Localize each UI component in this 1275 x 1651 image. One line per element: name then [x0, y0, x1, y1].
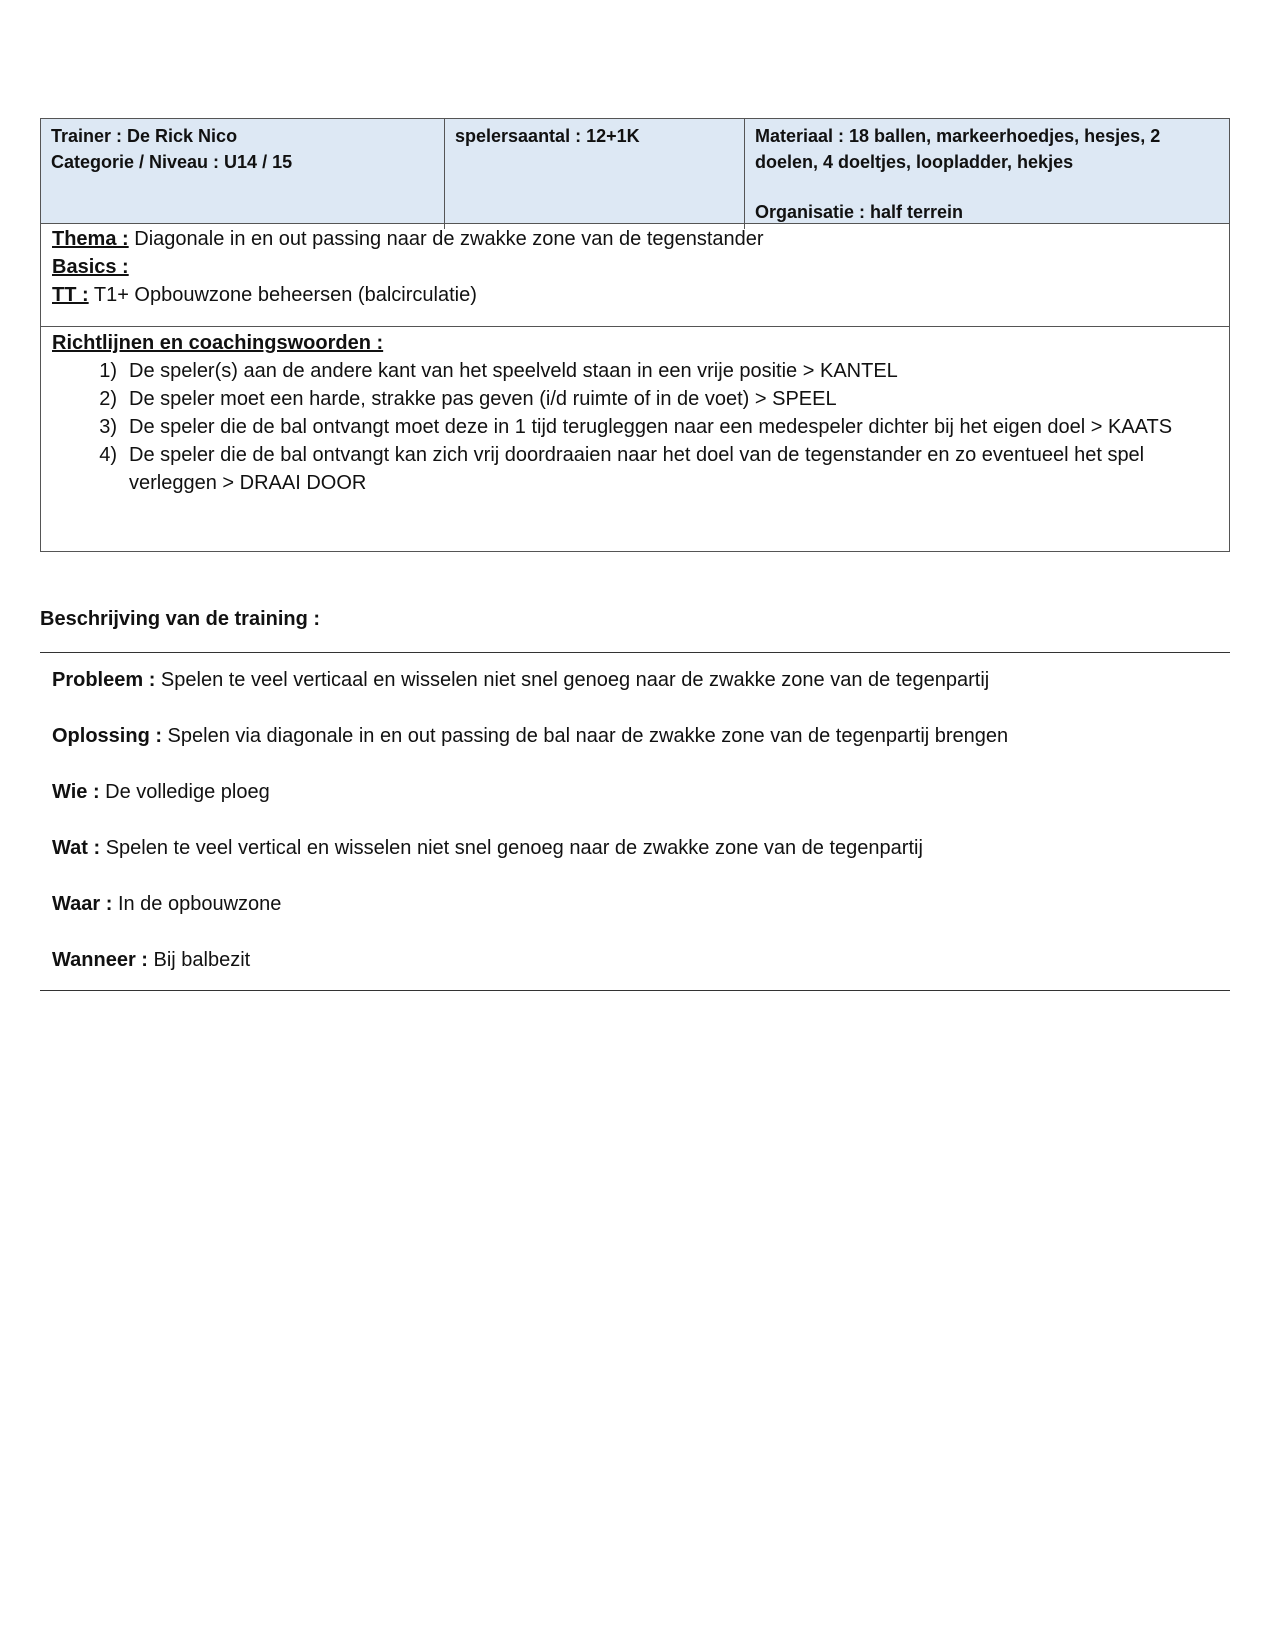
list-item-number: 2): [99, 388, 117, 410]
waar-text: In de opbouwzone: [112, 893, 282, 915]
wanneer-row: [52, 945, 1222, 1001]
list-item: [52, 357, 1218, 385]
theme-box: [40, 223, 1230, 327]
wanneer-text: Bij balbezit: [147, 949, 251, 971]
list-item-number: 3): [99, 416, 117, 438]
wie-label: Wie :: [52, 781, 100, 803]
oplossing-row: [52, 721, 1222, 777]
tt-text: T1+ Opbouwzone beheersen (balcirculatie): [88, 284, 477, 306]
waar-row: [52, 889, 1222, 945]
list-item: [52, 385, 1218, 413]
divider-bottom: [40, 990, 1230, 991]
trainer-cell: [41, 119, 445, 229]
spelersaantal-text: spelersaantal : 12+1K: [455, 126, 640, 146]
materiaal-text: Materiaal : 18 ballen, markeerhoedjes, hesjes, 2 doelen, 4 doeltjes, loopladder, hekjes: [755, 126, 1161, 172]
wat-row: [52, 833, 1222, 889]
wie-text: De volledige ploeg: [99, 781, 270, 803]
list-item-number: 1): [99, 360, 117, 382]
thema-text: Diagonale in en out passing naar de zwakke zone van de tegenstander: [128, 228, 764, 250]
description-block: [52, 665, 1222, 1001]
materiaal-cell: [745, 119, 1229, 229]
tt-line: [52, 281, 1218, 309]
wanneer-label: Wanneer :: [52, 949, 148, 971]
list-item-text: De speler moet een harde, strakke pas geven (i/d ruimte of in de voet) > SPEEL: [129, 388, 837, 410]
categorie-text: Categorie / Niveau : U14 / 15: [51, 152, 293, 172]
list-item: [52, 441, 1218, 497]
wie-row: [52, 777, 1222, 833]
spelersaantal-cell: [445, 119, 745, 229]
list-item-number: 4): [99, 444, 117, 466]
list-item-text: De speler(s) aan de andere kant van het speelveld staan in een vrije positie > KANTEL: [129, 360, 898, 382]
tt-label: TT :: [52, 284, 89, 306]
guidelines-box: [40, 326, 1230, 552]
guidelines-title: Richtlijnen en coachingswoorden :: [52, 332, 384, 354]
list-item: [52, 413, 1218, 441]
thema-label: Thema :: [52, 228, 129, 250]
probleem-label: Probleem :: [52, 669, 156, 691]
description-title: Beschrijving van de training :: [40, 608, 321, 630]
waar-label: Waar :: [52, 893, 113, 915]
list-item-text: De speler die de bal ontvangt kan zich vrij doordraaien naar het doel van de tegenstander en zo eventueel het spel verleggen > DRAAI DOOR: [129, 444, 1145, 494]
basics-line: [52, 253, 1218, 281]
oplossing-label: Oplossing :: [52, 725, 162, 747]
thema-line: [52, 225, 1218, 253]
probleem-text: Spelen te veel verticaal en wisselen niet snel genoeg naar de zwakke zone van de tegenpartij: [155, 669, 990, 691]
oplossing-text: Spelen via diagonale in en out passing de bal naar de zwakke zone van de tegenpartij brengen: [162, 725, 1009, 747]
header-table: [40, 118, 1230, 224]
wat-text: Spelen te veel vertical en wisselen niet snel genoeg naar de zwakke zone van de tegenpartij: [100, 837, 923, 859]
trainer-text: Trainer : De Rick Nico: [51, 126, 238, 146]
guidelines-list: [52, 357, 1218, 497]
basics-label: Basics :: [52, 256, 129, 278]
probleem-row: [52, 665, 1222, 721]
list-item-text: De speler die de bal ontvangt moet deze in 1 tijd terugleggen naar een medespeler dichter bij het eigen doel > KAATS: [129, 416, 1173, 438]
organisatie-text: Organisatie : half terrein: [755, 202, 964, 222]
divider-top: [40, 652, 1230, 653]
wat-label: Wat :: [52, 837, 101, 859]
